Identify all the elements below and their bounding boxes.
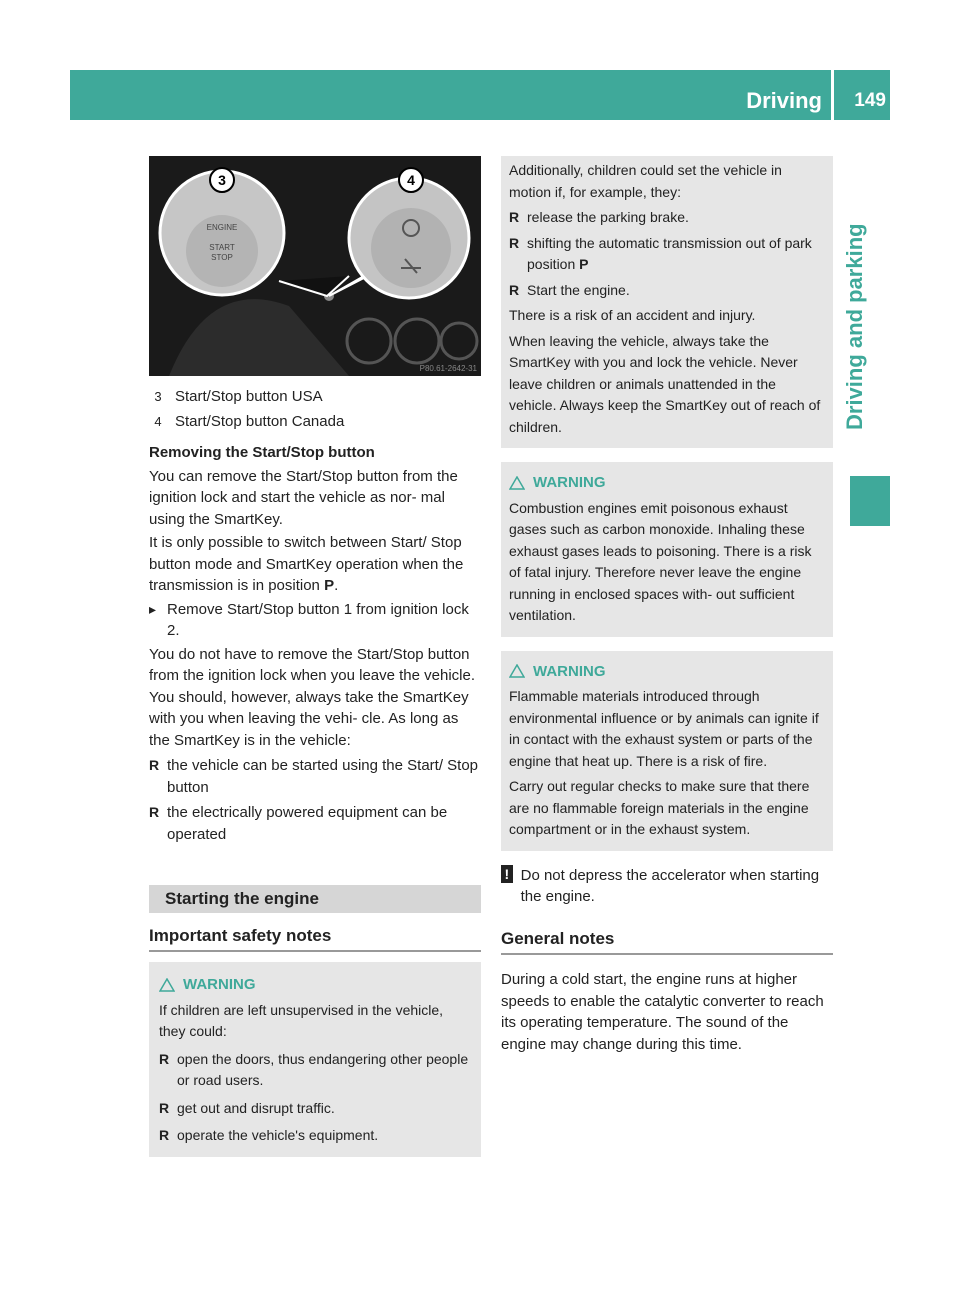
caution-icon: ! (501, 865, 513, 883)
button-stop-label: STOP (211, 253, 233, 262)
warning-label: WARNING (533, 662, 606, 680)
warning-label: WARNING (533, 474, 606, 491)
instruction-step: ▸ Remove Start/Stop button 1 from ignition lock 2. (149, 599, 481, 642)
figure-code: P80.61-2642-31 (419, 364, 477, 373)
caption-text: Start/Stop button Canada (175, 412, 345, 430)
warning-label: WARNING (183, 976, 256, 993)
callout-4: 4 (407, 172, 415, 188)
warning-text: Flammable materials introduced through environmental influence or by animals can ignite if in contact with the exhaust system or parts of the engine that heat up. There is a risk of fire. (509, 688, 819, 769)
button-start-label: START (209, 243, 235, 252)
note-text: Do not depress the accelerator when starting the engine. (520, 866, 820, 905)
caption-number: 4 (154, 413, 162, 429)
list-item: R release the parking brake. (509, 209, 689, 225)
warning-header (509, 472, 825, 494)
button-engine-label: ENGINE (206, 223, 238, 232)
page-header (70, 70, 890, 120)
warning-text: Carry out regular checks to make sure that there are no flammable foreign materials in the engine compartment or in the exhaust system. (509, 778, 810, 837)
warning-text: Combustion engines emit poisonous exhaust gases such as carbon monoxide. Inhaling these exhaust gases leads to poisoning. There is a risk of fatal injury. Therefore never leave the engine running in enclosed spaces with- out sufficient ventilation. (509, 499, 812, 623)
warning-text: If children are left unsupervised in the vehicle, they could: (159, 1001, 444, 1039)
caption-usa (149, 386, 481, 408)
list-item: R get out and disrupt traffic. (159, 1099, 335, 1116)
subheading-safety: Important safety notes (149, 925, 481, 953)
list-item: R operate the vehicle's equipment. (159, 1127, 379, 1143)
list-item: R open the doors, thus endangering other people or road users. (159, 1050, 469, 1088)
warning-text: Additionally, children could set the vehicle in motion if, for example, they: (509, 162, 782, 200)
list-item: R shifting the automatic transmission out of park position P (509, 234, 812, 272)
paragraph: It is only possible to switch between Start/ Stop button mode and SmartKey operation when the transmission is in position P. (149, 534, 464, 594)
paragraph: During a cold start, the engine runs at higher speeds to enable the catalytic converter to reach its operating temperature. The sound of the engine may change during this time. (501, 971, 824, 1053)
warning-box-continued (501, 156, 833, 448)
heading-removing: Removing the Start/Stop button (149, 444, 375, 461)
caption-canada (149, 411, 481, 433)
list-item: R the vehicle can be started using the Start/ Stop button (149, 757, 479, 796)
paragraph: You do not have to remove the Start/Stop button from the ignition lock when you leave the vehicle. You should, however, always take the SmartKey with you when leaving the vehi- cle. As long as the SmartKey is in the vehicle: (149, 645, 476, 749)
header-divider (831, 70, 834, 120)
warning-icon (159, 978, 175, 992)
warning-box (501, 651, 833, 851)
section-header: Starting the engine (149, 885, 481, 913)
caption-number: 3 (154, 389, 162, 404)
warning-box (501, 462, 833, 637)
warning-text: There is a risk of an accident and injury. (509, 307, 756, 323)
warning-icon (509, 476, 525, 490)
list-item: R Start the engine. (509, 281, 630, 298)
warning-header (509, 661, 825, 683)
subheading-general: General notes (501, 928, 833, 956)
right-column (501, 156, 833, 1055)
page-number: 149 (854, 90, 886, 111)
side-tab-label: Driving and parking (842, 223, 867, 430)
list-item: R the electrically powered equipment can be operated (149, 804, 448, 843)
note (501, 865, 833, 908)
figure-start-stop-button (149, 156, 481, 376)
callout-3: 3 (218, 172, 226, 188)
side-tab-marker (850, 476, 890, 526)
side-tab (842, 160, 890, 430)
warning-icon (509, 664, 525, 678)
caption-text: Start/Stop button USA (175, 388, 323, 405)
dashboard-illustration (149, 156, 481, 376)
warning-box (149, 962, 481, 1157)
paragraph: You can remove the Start/Stop button from the ignition lock and start the vehicle as nor- mal using the SmartKey. (149, 467, 458, 528)
left-column (149, 386, 481, 1157)
warning-text: When leaving the vehicle, always take the SmartKey with you and lock the vehicle. Never leave children or animals unattended in the vehicle. Always keep the SmartKey out of reach of children. (509, 332, 821, 435)
warning-header (159, 974, 473, 996)
chapter-title: Driving (746, 88, 822, 113)
